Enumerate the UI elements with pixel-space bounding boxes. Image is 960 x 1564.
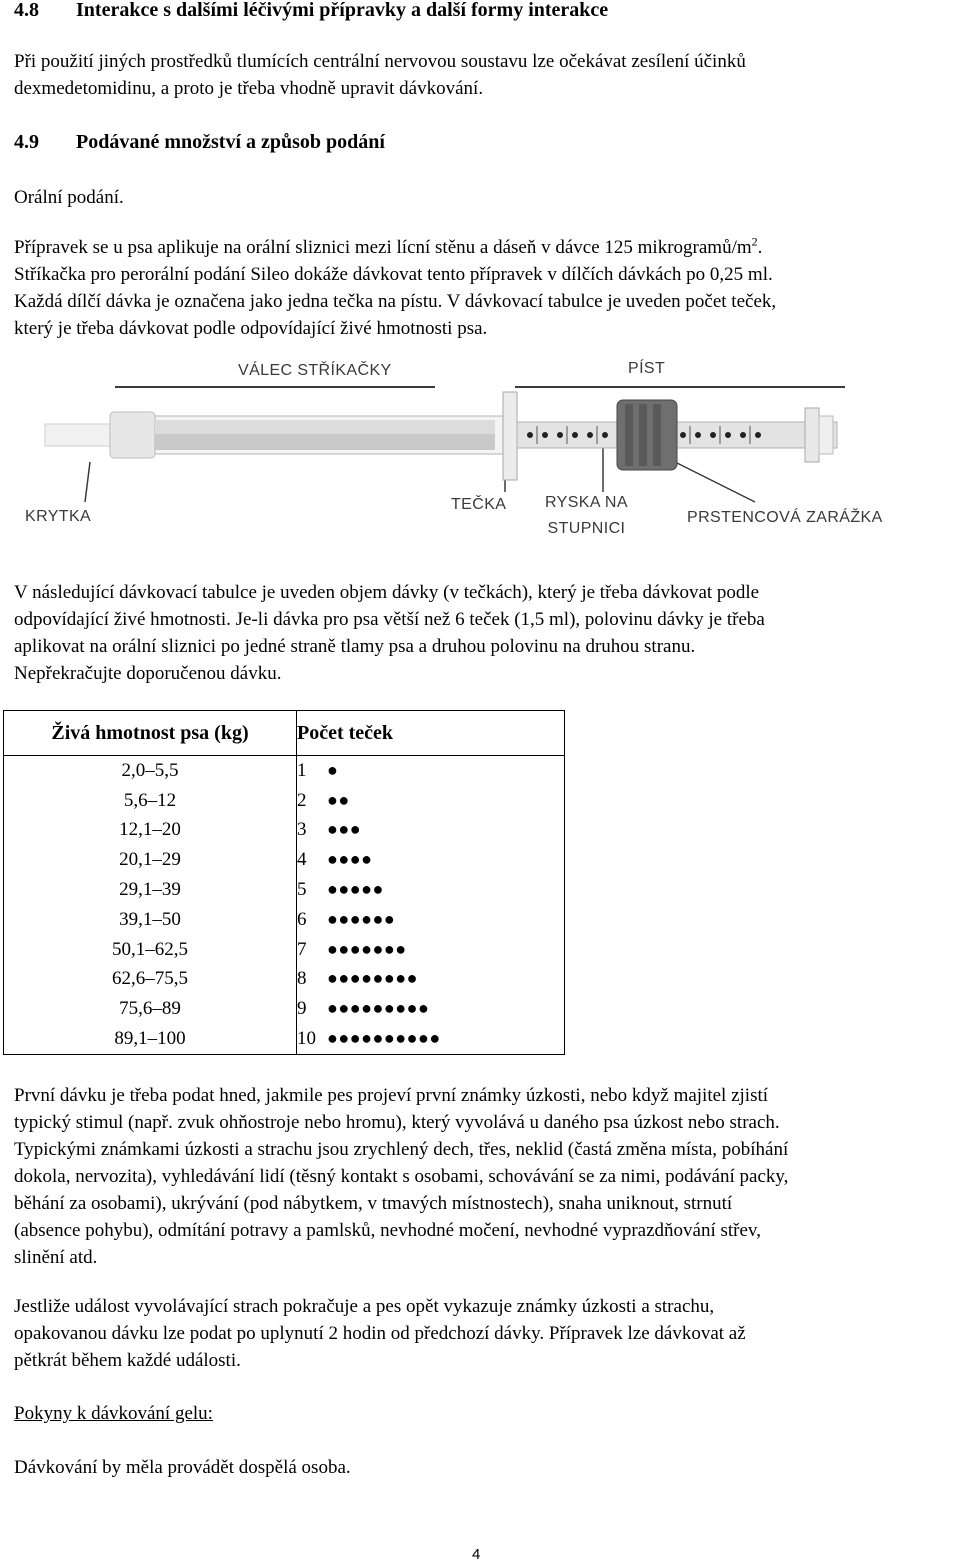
weight-cell: 29,1–39 (4, 875, 297, 905)
weight-cell: 20,1–29 (4, 845, 297, 875)
label-barrel: VÁLEC STŘÍKAČKY (238, 362, 392, 379)
dots-cell (297, 905, 565, 935)
weight-cell: 39,1–50 (4, 905, 297, 935)
label-cap: KRYTKA (25, 508, 92, 525)
dot-symbols: ●●●●●●●● (327, 968, 418, 989)
dots-cell (297, 1024, 565, 1054)
label-plunger: PÍST (628, 360, 666, 377)
text-line: typický stimul (např. zvuk ohňostroje nebo hromu), který vyvolává u daného psa úzkost nebo strach. (14, 1112, 780, 1133)
dot-count: 4 (297, 849, 307, 871)
dot-symbols: ●●●● (327, 849, 373, 870)
dots-cell (297, 875, 565, 905)
text-line: V následující dávkovací tabulce je uveden objem dávky (v tečkách), který je třeba dávkovat podle (14, 582, 760, 603)
dot-symbols: ●●●●●●●●●● (327, 1028, 441, 1049)
label-scale-line (545, 494, 628, 538)
dot-symbols: ● (327, 759, 339, 780)
dots-cell (297, 845, 565, 875)
table-header-row (4, 711, 565, 756)
gel-dosing-instruction: Dávkování by měla provádět dospělá osoba. (14, 1457, 351, 1478)
table-row (4, 756, 565, 786)
paragraph-table-intro (14, 579, 765, 687)
text-line: Stříkačka pro perorální podání Sileo dokáže dávkovat tento přípravek v dílčích dávkách po 0,25 ml. (14, 264, 773, 285)
table-row (4, 845, 565, 875)
text-line (14, 234, 776, 261)
text-line: aplikovat na orální sliznici po jedné straně tlamy psa a druhou polovinu na druhou stranu. (14, 636, 696, 657)
text-line: slinění atd. (14, 1247, 98, 1268)
text-line: Jestliže událost vyvolávající strach pokračuje a pes opět vykazuje známky úzkosti a strachu, (14, 1296, 715, 1317)
label-ring-stop: PRSTENCOVÁ ZARÁŽKA (687, 509, 883, 526)
dot-symbols: ●● (327, 789, 350, 810)
section-heading-4-8 (14, 0, 608, 23)
weight-cell: 5,6–12 (4, 786, 297, 816)
dot-count: 1 (297, 759, 307, 781)
text-line: (absence pohybu), odmítání potravy a pamlsků, nevhodné močení, nevhodné vyprazdňování střev, (14, 1220, 761, 1241)
column-header-dots: Počet teček (297, 711, 565, 756)
paragraph-interactions (14, 48, 746, 102)
dot-count: 8 (297, 968, 307, 990)
text-span: . (757, 237, 763, 258)
table-row (4, 935, 565, 965)
dot-count: 5 (297, 879, 307, 901)
dot-count: 3 (297, 819, 307, 841)
section-number: 4.9 (14, 131, 39, 153)
weight-cell: 50,1–62,5 (4, 935, 297, 965)
paragraph-first-dose (14, 1082, 788, 1271)
text-line: který je třeba dávkovat podle odpovídající živé hmotnosti psa. (14, 318, 488, 339)
dot-count: 10 (297, 1028, 316, 1050)
dots-cell (297, 816, 565, 846)
table-row (4, 905, 565, 935)
page-number: 4 (472, 1546, 481, 1563)
table-row (4, 786, 565, 816)
table-row (4, 875, 565, 905)
syringe-figure (15, 352, 945, 552)
text-line: běhání za osobami), ukrývání (pod nábytkem, v tmavých místnostech), snaha uniknout, strnutí (14, 1193, 733, 1214)
label-dot: TEČKA (451, 496, 507, 513)
dots-cell (297, 965, 565, 995)
paragraph-repeat-dose (14, 1293, 746, 1374)
label-scale-line-1: RYSKA NA (545, 494, 628, 511)
dot-symbols: ●●●●●●● (327, 938, 407, 959)
dot-count: 2 (297, 789, 307, 811)
weight-cell: 89,1–100 (4, 1024, 297, 1054)
dots-cell (297, 994, 565, 1024)
text-line: odpovídající živé hmotnosti. Je-li dávka pro psa větší než 6 teček (1,5 ml), polovinu dávky je třeba (14, 609, 765, 630)
table-row (4, 816, 565, 846)
dot-symbols: ●●●●●●●●● (327, 998, 430, 1019)
dots-cell (297, 786, 565, 816)
text-line: pětkrát během každé události. (14, 1350, 241, 1371)
column-header-weight: Živá hmotnost psa (kg) (4, 711, 297, 756)
table-row (4, 994, 565, 1024)
text-line: dokola, nervozita), vyhledávání lidí (těsný kontakt s osobami, schovávání se za nimi, podávání packy, (14, 1166, 789, 1187)
dot-symbols: ●●●●●● (327, 908, 396, 929)
dot-symbols: ●●●●● (327, 879, 384, 900)
section-title: Interakce s dalšími léčivými přípravky a další formy interakce (76, 0, 609, 21)
dosing-table (3, 710, 565, 1055)
text-span: Přípravek se u psa aplikuje na orální sliznici mezi lícní stěnu a dáseň v dávce 125 mikrogramů/m (14, 237, 752, 258)
weight-cell: 2,0–5,5 (4, 756, 297, 786)
gel-dosing-heading: Pokyny k dávkování gelu: (14, 1403, 213, 1424)
dot-count: 7 (297, 938, 307, 960)
text-line: Každá dílčí dávka je označena jako jedna tečka na pístu. V dávkovací tabulce je uveden počet teček, (14, 291, 777, 312)
text-line: Nepřekračujte doporučenou dávku. (14, 663, 282, 684)
dots-cell (297, 935, 565, 965)
dot-count: 9 (297, 998, 307, 1020)
section-heading-4-9 (14, 129, 385, 155)
superscript: 2 (751, 234, 758, 249)
weight-cell: 12,1–20 (4, 816, 297, 846)
route-of-administration: Orální podání. (14, 187, 124, 208)
text-line: Při použití jiných prostředků tlumících centrální nervovou soustavu lze očekávat zesílení účinků (14, 51, 746, 72)
weight-cell: 75,6–89 (4, 994, 297, 1024)
dot-symbols: ●●● (327, 819, 362, 840)
dot-count: 6 (297, 908, 307, 930)
weight-cell: 62,6–75,5 (4, 965, 297, 995)
text-line: dexmedetomidinu, a proto je třeba vhodně upravit dávkování. (14, 78, 484, 99)
paragraph-dosage (14, 234, 776, 342)
label-scale-line-2: STUPNICI (547, 520, 626, 537)
table-row (4, 965, 565, 995)
text-line: Typickými známkami úzkosti a strachu jsou zrychlený dech, třes, neklid (častá změna místa, pobíhání (14, 1139, 789, 1160)
dots-cell (297, 756, 565, 786)
text-line: První dávku je třeba podat hned, jakmile pes projeví první známky úzkosti, nebo když majitel zjistí (14, 1085, 769, 1106)
text-line: opakovanou dávku lze podat po uplynutí 2 hodin od předchozí dávky. Přípravek lze dávkovat až (14, 1323, 746, 1344)
section-title: Podávané množství a způsob podání (76, 131, 385, 153)
section-number: 4.8 (14, 0, 39, 21)
table-row (4, 1024, 565, 1054)
